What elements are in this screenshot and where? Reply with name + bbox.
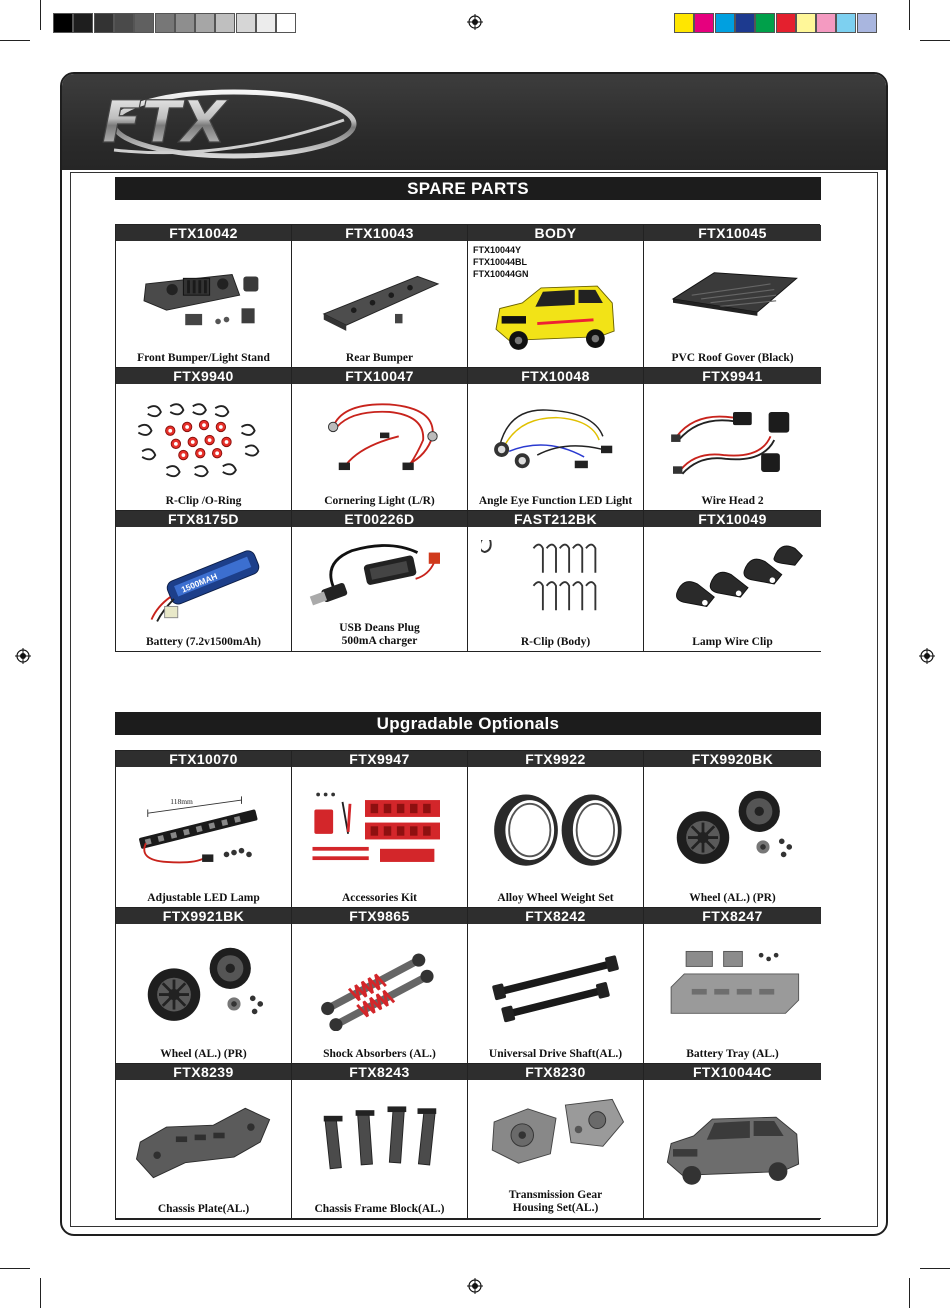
part-code: FTX9920BK [644, 751, 821, 767]
part-cell [468, 751, 644, 908]
part-cell [116, 225, 292, 368]
part-caption: PVC Roof Gover (Black) [671, 352, 794, 364]
wire-head-icon [650, 388, 815, 494]
drive-shaft-illustration [481, 945, 631, 1031]
part-code: FTX8247 [644, 908, 821, 924]
part-cell [644, 225, 821, 368]
led-bar-icon [122, 771, 285, 891]
led-light-illustration [481, 398, 631, 484]
registration-mark-icon [15, 648, 31, 664]
roof-icon [650, 245, 815, 351]
chassis-plate-icon [122, 1084, 285, 1202]
grey-swatch [114, 13, 134, 33]
part-caption: Adjustable LED Lamp [147, 892, 260, 904]
part-cell [292, 908, 468, 1064]
wire-clip-icon [650, 531, 815, 635]
rear-bumper-icon [298, 245, 461, 351]
front-bumper-illustration [129, 255, 279, 341]
part-code: FTX9941 [644, 368, 821, 384]
part-code: FTX8243 [292, 1064, 467, 1080]
drive-shaft-icon [474, 928, 637, 1047]
part-code: FTX9921BK [116, 908, 291, 924]
part-cell [292, 1064, 468, 1219]
rear-bumper-illustration [305, 255, 455, 341]
crop-mark [40, 0, 41, 30]
dimension-label: 118mm [169, 796, 193, 806]
color-swatch [674, 13, 694, 33]
part-cell [644, 511, 821, 652]
part-caption-line: 500mA charger [341, 635, 418, 647]
part-caption: Shock Absorbers (AL.) [323, 1048, 436, 1060]
part-caption: Wheel (AL.) (PR) [689, 892, 776, 904]
part-caption: Alloy Wheel Weight Set [497, 892, 614, 904]
grey-swatch [73, 13, 93, 33]
color-swatch [694, 13, 714, 33]
roof-illustration [658, 255, 808, 341]
shocks-illustration [305, 945, 455, 1031]
part-caption: Chassis Frame Block(AL.) [314, 1203, 445, 1215]
part-cell [468, 1064, 644, 1219]
part-code: FTX10048 [468, 368, 643, 384]
color-swatch [755, 13, 775, 33]
part-cell [644, 1064, 821, 1219]
part-caption [468, 1189, 643, 1215]
part-code: FTX10043 [292, 225, 467, 241]
part-code: FTX10042 [116, 225, 291, 241]
part-caption: Angle Eye Function LED Light [478, 495, 633, 507]
grey-swatch [134, 13, 154, 33]
grey-swatch [195, 13, 215, 33]
part-code: FTX9922 [468, 751, 643, 767]
part-code: FTX10049 [644, 511, 821, 527]
part-code: FAST212BK [468, 511, 643, 527]
grey-swatch [236, 13, 256, 33]
part-caption: R-Clip /O-Ring [165, 495, 242, 507]
color-swatch [715, 13, 735, 33]
part-cell [468, 225, 644, 368]
crop-mark [920, 1268, 950, 1269]
color-swatch [816, 13, 836, 33]
wire-light-illustration [305, 398, 455, 484]
part-cell [292, 225, 468, 368]
body-clips-illustration [481, 540, 631, 626]
spare-parts-grid [115, 224, 820, 652]
part-cell [116, 751, 292, 908]
crop-mark [40, 1278, 41, 1308]
accessories-icon [298, 771, 461, 891]
part-caption: Accessories Kit [341, 892, 418, 904]
yellow-body-icon [474, 269, 637, 365]
crop-mark [909, 1278, 910, 1308]
part-caption-line: Housing Set(AL.) [512, 1202, 599, 1214]
part-cell [292, 368, 468, 511]
part-caption: Battery (7.2v1500mAh) [146, 636, 261, 648]
body-variant-code: FTX10044Y [473, 245, 522, 255]
part-cell [116, 1064, 292, 1219]
led-light-icon [474, 388, 637, 494]
color-swatch [857, 13, 877, 33]
part-caption: Front Bumper/Light Stand [137, 352, 270, 364]
part-caption-line: Transmission Gear [508, 1189, 603, 1201]
part-code: FTX10047 [292, 368, 467, 384]
usb-charger-icon [298, 531, 461, 621]
body-variant-code: FTX10044BL [473, 257, 528, 267]
accessories-illustration [305, 788, 455, 874]
part-code: FTX10045 [644, 225, 821, 241]
wire-light-icon [298, 388, 461, 494]
body-variant-code: FTX10044GN [473, 269, 529, 279]
crop-mark [920, 40, 950, 41]
part-cell [468, 368, 644, 511]
battery-illustration [129, 540, 279, 626]
part-code: FTX9947 [292, 751, 467, 767]
ftx-logo [74, 80, 374, 164]
part-cell [468, 908, 644, 1064]
shocks-icon [298, 928, 461, 1047]
gear-housing-illustration [481, 1093, 631, 1179]
part-cell [116, 908, 292, 1064]
led-bar-illustration [129, 788, 279, 874]
part-code: FTX8239 [116, 1064, 291, 1080]
part-caption: Lamp Wire Clip [692, 636, 773, 648]
part-code: FTX8242 [468, 908, 643, 924]
color-swatch [796, 13, 816, 33]
logo-text: FTX [102, 88, 226, 156]
part-code: FTX8230 [468, 1064, 643, 1080]
page-header [62, 74, 886, 170]
color-swatch [735, 13, 755, 33]
part-caption-line: USB Deans Plug [339, 622, 420, 634]
rclip-oring-illustration [129, 398, 279, 484]
wheels-illustration [658, 788, 808, 874]
wire-head-illustration [658, 398, 808, 484]
registration-mark-icon [467, 1278, 483, 1294]
yellow-body-illustration [481, 274, 631, 360]
front-bumper-icon [122, 245, 285, 351]
part-code: FTX9940 [116, 368, 291, 384]
wheels-icon [122, 928, 285, 1047]
frame-blocks-illustration [305, 1100, 455, 1186]
wire-clip-illustration [658, 540, 808, 626]
optionals-title: Upgradable Optionals [115, 712, 821, 735]
part-caption: R-Clip (Body) [520, 636, 591, 648]
grey-body-icon [650, 1084, 815, 1216]
wheel-rings-illustration [481, 788, 631, 874]
color-swatch [776, 13, 796, 33]
part-cell [644, 368, 821, 511]
battery-icon [122, 531, 285, 635]
part-cell [468, 511, 644, 652]
part-cell [116, 368, 292, 511]
grey-swatch [94, 13, 114, 33]
part-code: FTX8175D [116, 511, 291, 527]
part-cell [644, 908, 821, 1064]
grey-swatch [53, 13, 73, 33]
crop-mark [0, 1268, 30, 1269]
grey-swatch [155, 13, 175, 33]
part-code: FTX10044C [644, 1064, 821, 1080]
part-caption: Chassis Plate(AL.) [157, 1203, 250, 1215]
part-cell [292, 511, 468, 652]
part-cell [116, 511, 292, 652]
part-code: BODY [468, 225, 643, 241]
gear-housing-icon [474, 1084, 637, 1188]
svg-text:1500MAH: 1500MAH [179, 571, 219, 595]
grey-swatch [276, 13, 296, 33]
rclip-oring-icon [122, 388, 285, 494]
part-caption: Rear Bumper [345, 352, 414, 364]
optionals-grid [115, 750, 820, 1220]
registration-mark-icon [919, 648, 935, 664]
part-code: ET00226D [292, 511, 467, 527]
battery-tray-icon [650, 928, 815, 1047]
grey-swatch [215, 13, 235, 33]
grey-swatch [256, 13, 276, 33]
spare-parts-title: SPARE PARTS [115, 177, 821, 200]
color-swatch [836, 13, 856, 33]
grey-swatch [175, 13, 195, 33]
part-caption: Wheel (AL.) (PR) [160, 1048, 247, 1060]
part-caption [292, 622, 467, 648]
usb-charger-illustration [305, 533, 455, 619]
part-cell [292, 751, 468, 908]
crop-mark [0, 40, 30, 41]
wheel-rings-icon [474, 771, 637, 891]
part-caption: Wire Head 2 [701, 495, 764, 507]
part-code: FTX9865 [292, 908, 467, 924]
crop-mark [909, 0, 910, 30]
wheels-illustration [129, 945, 279, 1031]
body-clips-icon [474, 531, 637, 635]
grey-body-illustration [658, 1107, 808, 1193]
part-caption: Battery Tray (AL.) [686, 1048, 779, 1060]
chassis-plate-illustration [129, 1100, 279, 1186]
wheels-icon [650, 771, 815, 891]
registration-mark-icon [467, 14, 483, 30]
part-cell [644, 751, 821, 908]
frame-blocks-icon [298, 1084, 461, 1202]
part-caption: Cornering Light (L/R) [324, 495, 435, 507]
battery-tray-illustration [658, 945, 808, 1031]
part-caption: Universal Drive Shaft(AL.) [488, 1048, 623, 1060]
part-code: FTX10070 [116, 751, 291, 767]
